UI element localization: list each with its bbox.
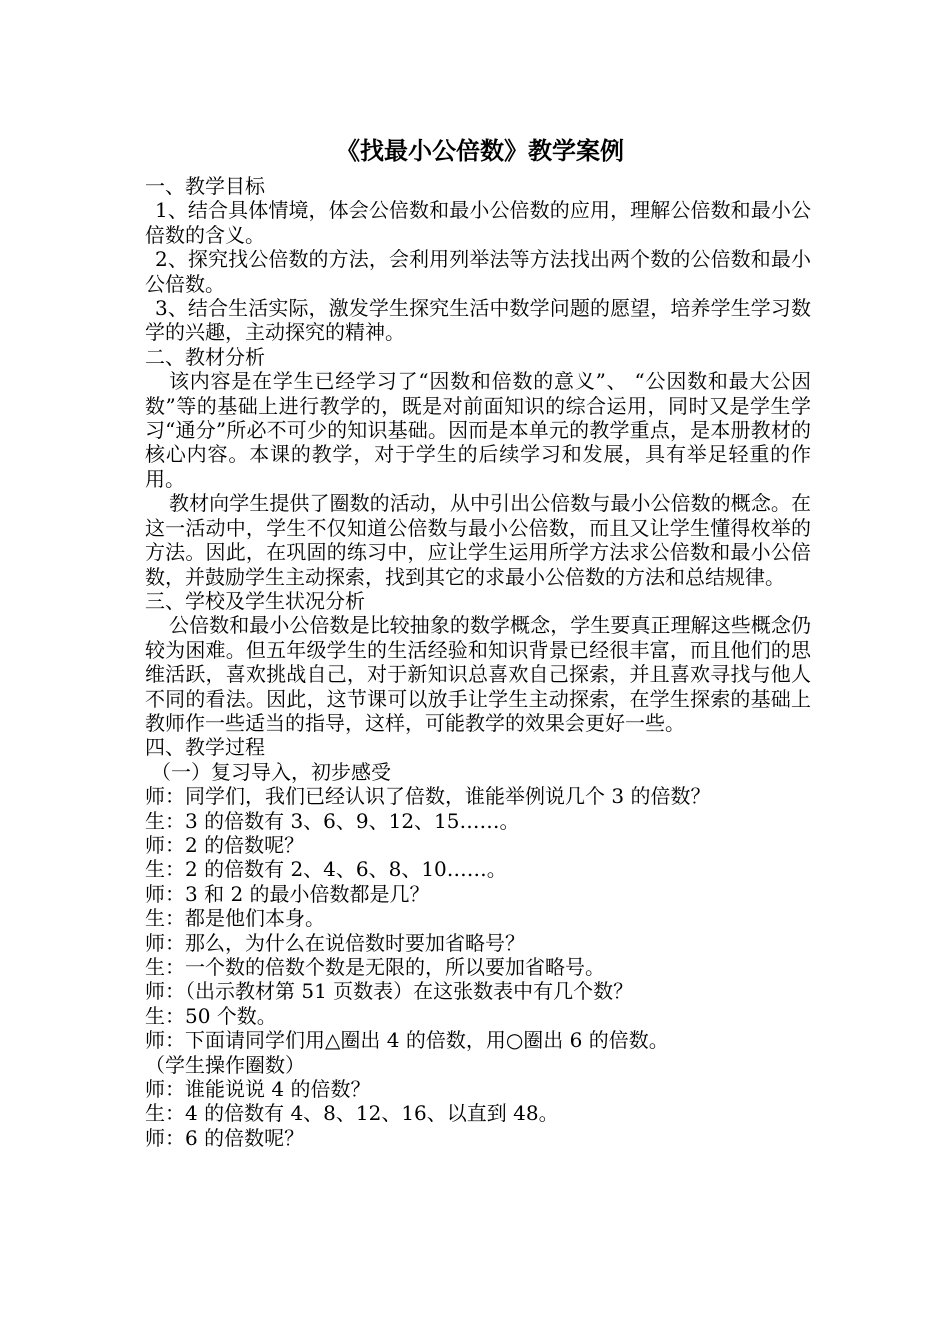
dialogue-line: 生：2 的倍数有 2、4、6、8、10……。 <box>145 857 507 882</box>
dialogue-line: 师：谁能说说 4 的倍数？ <box>145 1077 371 1102</box>
dialogue-line: 师：下面请同学们用△圈出 4 的倍数，用○圈出 6 的倍数。 <box>145 1028 669 1053</box>
material-paragraph-1: 该内容是在学生已经学习了“因数和倍数的意义”、 “公因数和最大公因数”等的基础上进行教学的，既是对前面知识的综合运用，同时又是学生学习“通分”所必不可少的知识基础。因而是本单元的教学重点，是本册教材的核心内容。本课的教学，对于学生的后续学习和发展，具有举足轻重的作用。 <box>145 369 811 491</box>
dialogue-line: 师：3 和 2 的最小倍数都是几？ <box>145 881 430 906</box>
dialogue-line: 师：那么，为什么在说倍数时要加省略号？ <box>145 930 525 955</box>
document-body <box>145 136 811 1150</box>
goal-item-1: 1、结合具体情境，体会公倍数和最小公倍数的应用，理解公倍数和最小公倍数的含义。 <box>145 198 811 247</box>
dialogue-line: （学生操作圈数） <box>145 1052 305 1077</box>
dialogue-line: 师：（出示教材第 51 页数表）在这张数表中有几个数？ <box>145 979 634 1004</box>
dialogue-line: 生：一个数的倍数个数是无限的，所以要加省略号。 <box>145 955 605 979</box>
dialogue-line: 生：4 的倍数有 4、8、12、16、以直到 48。 <box>145 1101 559 1126</box>
section-heading-process: 四、教学过程 <box>145 735 265 760</box>
material-paragraph-2: 教材向学生提供了圈数的活动，从中引出公倍数与最小公倍数的概念。在这一活动中，学生不仅知道公倍数与最小公倍数，而且又让学生懂得枚举的方法。因此，在巩固的练习中，应让学生运用所学方法求公倍数和最小公倍数，并鼓励学生主动探索，找到其它的求最小公倍数的方法和总结规律。 <box>145 491 811 589</box>
dialogue-line: 生：3 的倍数有 3、6、9、12、15……。 <box>145 808 520 833</box>
subsection-heading-review: （一）复习导入，初步感受 <box>151 759 391 784</box>
dialogue-line: 师：同学们，我们已经认识了倍数，谁能举例说几个 3 的倍数？ <box>145 784 711 809</box>
dialogue-list <box>145 784 811 1150</box>
students-paragraph: 公倍数和最小公倍数是比较抽象的数学概念，学生要真正理解这些概念仍较为困难。但五年级学生的生活经验和知识背景已经很丰富，而且他们的思维活跃，喜欢挑战自己，对于新知识总喜欢自己探索，并且喜欢寻找与他人不同的看法。因此，这节课可以放手让学生主动探索，在学生探索的基础上教师作一些适当的指导，这样，可能教学的效果会更好一些。 <box>145 613 811 735</box>
dialogue-line: 师：6 的倍数呢？ <box>145 1125 305 1150</box>
section-heading-students: 三、学校及学生状况分析 <box>145 588 365 613</box>
goal-item-2: 2、探究找公倍数的方法，会利用列举法等方法找出两个数的公倍数和最小公倍数。 <box>145 247 811 296</box>
document-title: 《找最小公倍数》教学案例 <box>336 136 624 165</box>
dialogue-line: 师：2 的倍数呢？ <box>145 832 305 857</box>
goal-item-3: 3、结合生活实际，激发学生探究生活中数学问题的愿望，培养学生学习数学的兴趣，主动探究的精神。 <box>145 296 811 345</box>
section-heading-goals: 一、教学目标 <box>145 174 265 198</box>
dialogue-line: 生：都是他们本身。 <box>145 906 325 931</box>
section-heading-material: 二、教材分析 <box>145 344 265 369</box>
dialogue-line: 生：50 个数。 <box>145 1003 277 1028</box>
